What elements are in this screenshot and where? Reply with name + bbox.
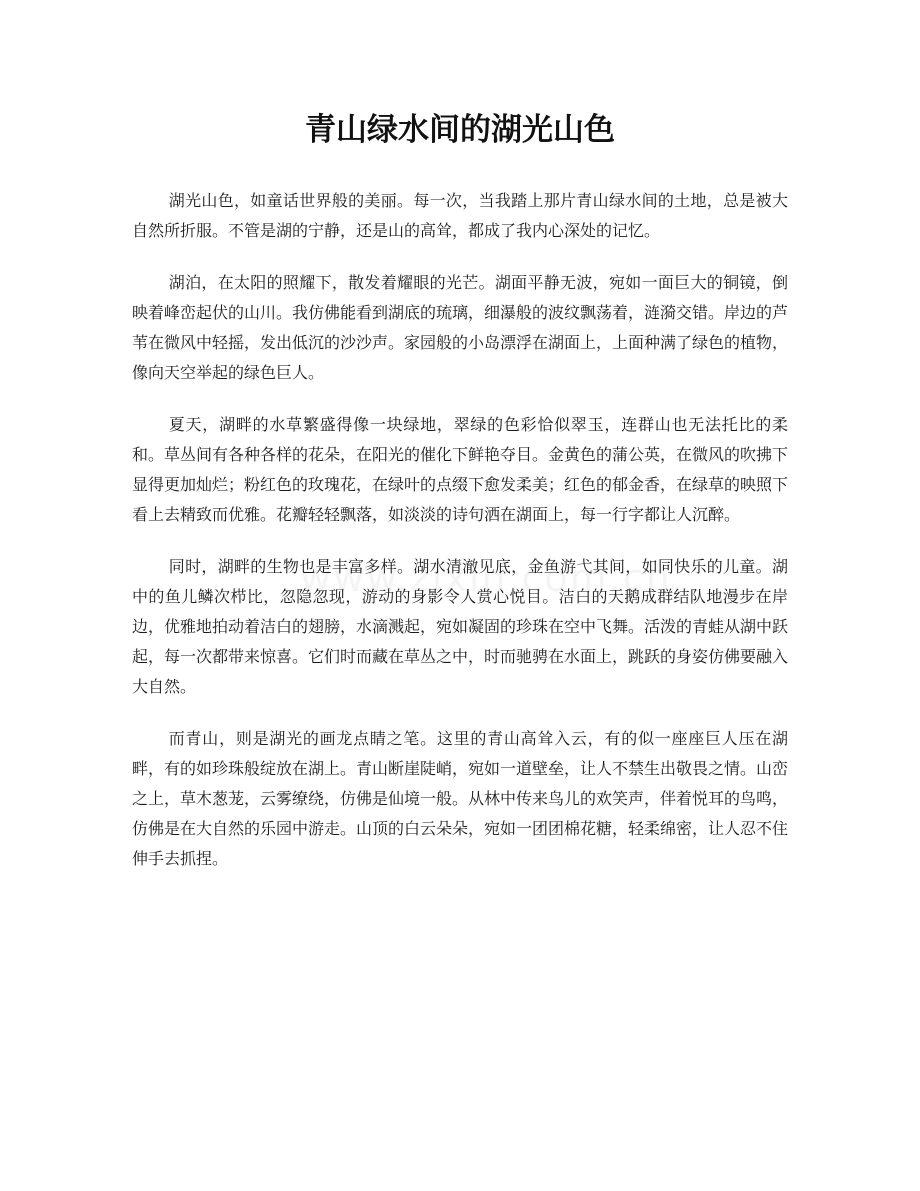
paragraph-1: 湖光山色，如童话世界般的美丽。每一次，当我踏上那片青山绿水间的土地，总是被大自然所折服。不管是湖的宁静，还是山的高耸，都成了我内心深处的记忆。 <box>132 191 788 240</box>
paragraph-2: 湖泊，在太阳的照耀下，散发着耀眼的光芒。湖面平静无波，宛如一面巨大的铜镜，倒映着峰峦起伏的山川。我仿佛能看到湖底的琉璃，细瀑般的波纹飘荡着，涟漪交错。岸边的芦苇在微风中轻摇，发出低沉的沙沙声。家园般的小岛漂浮在湖面上，上面种满了绿色的植物，像向天空举起的绿色巨人。 <box>132 273 789 382</box>
document-body <box>132 186 788 896</box>
paragraph-4: 同时，湖畔的生物也是丰富多样。湖水清澈见底，金鱼游弋其间，如同快乐的儿童。湖中的鱼儿鳞次栉比，忽隐忽现，游动的身影令人赏心悦目。洁白的天鹅成群结队地漫步在岸边，优雅地拍动着洁白的翅膀，水滴溅起，宛如凝固的珍珠在空中飞舞。活泼的青蛙从湖中跃起，每一次都带来惊喜。它们时而藏在草丛之中，时而驰骋在水面上，跳跃的身姿仿佛要融入大自然。 <box>132 557 789 696</box>
document-title: 青山绿水间的湖光山色 <box>305 112 615 148</box>
paragraph-5: 而青山，则是湖光的画龙点睛之笔。这里的青山高耸入云，有的似一座座巨人压在湖畔，有的如珍珠般绽放在湖上。青山断崖陡峭，宛如一道壁垒，让人不禁生出敬畏之情。山峦之上，草木葱茏，云雾缭绕，仿佛是仙境一般。从林中传来鸟儿的欢笑声，伴着悦耳的鸟鸣，仿佛是在大自然的乐园中游走。山顶的白云朵朵，宛如一团团棉花糖，轻柔绵密，让人忍不住伸手去抓捏。 <box>132 729 789 868</box>
paragraph-3: 夏天，湖畔的水草繁盛得像一块绿地，翠绿的色彩恰似翠玉，连群山也无法托比的柔和。草丛间有各种各样的花朵，在阳光的催化下鲜艳夺目。金黄色的蒲公英，在微风的吹拂下显得更加灿烂；粉红色的玫瑰花，在绿叶的点缀下愈发柔美；红色的郁金香，在绿草的映照下看上去精致而优雅。花瓣轻轻飘落，如淡淡的诗句洒在湖面上，每一行字都让人沉醉。 <box>132 415 789 524</box>
